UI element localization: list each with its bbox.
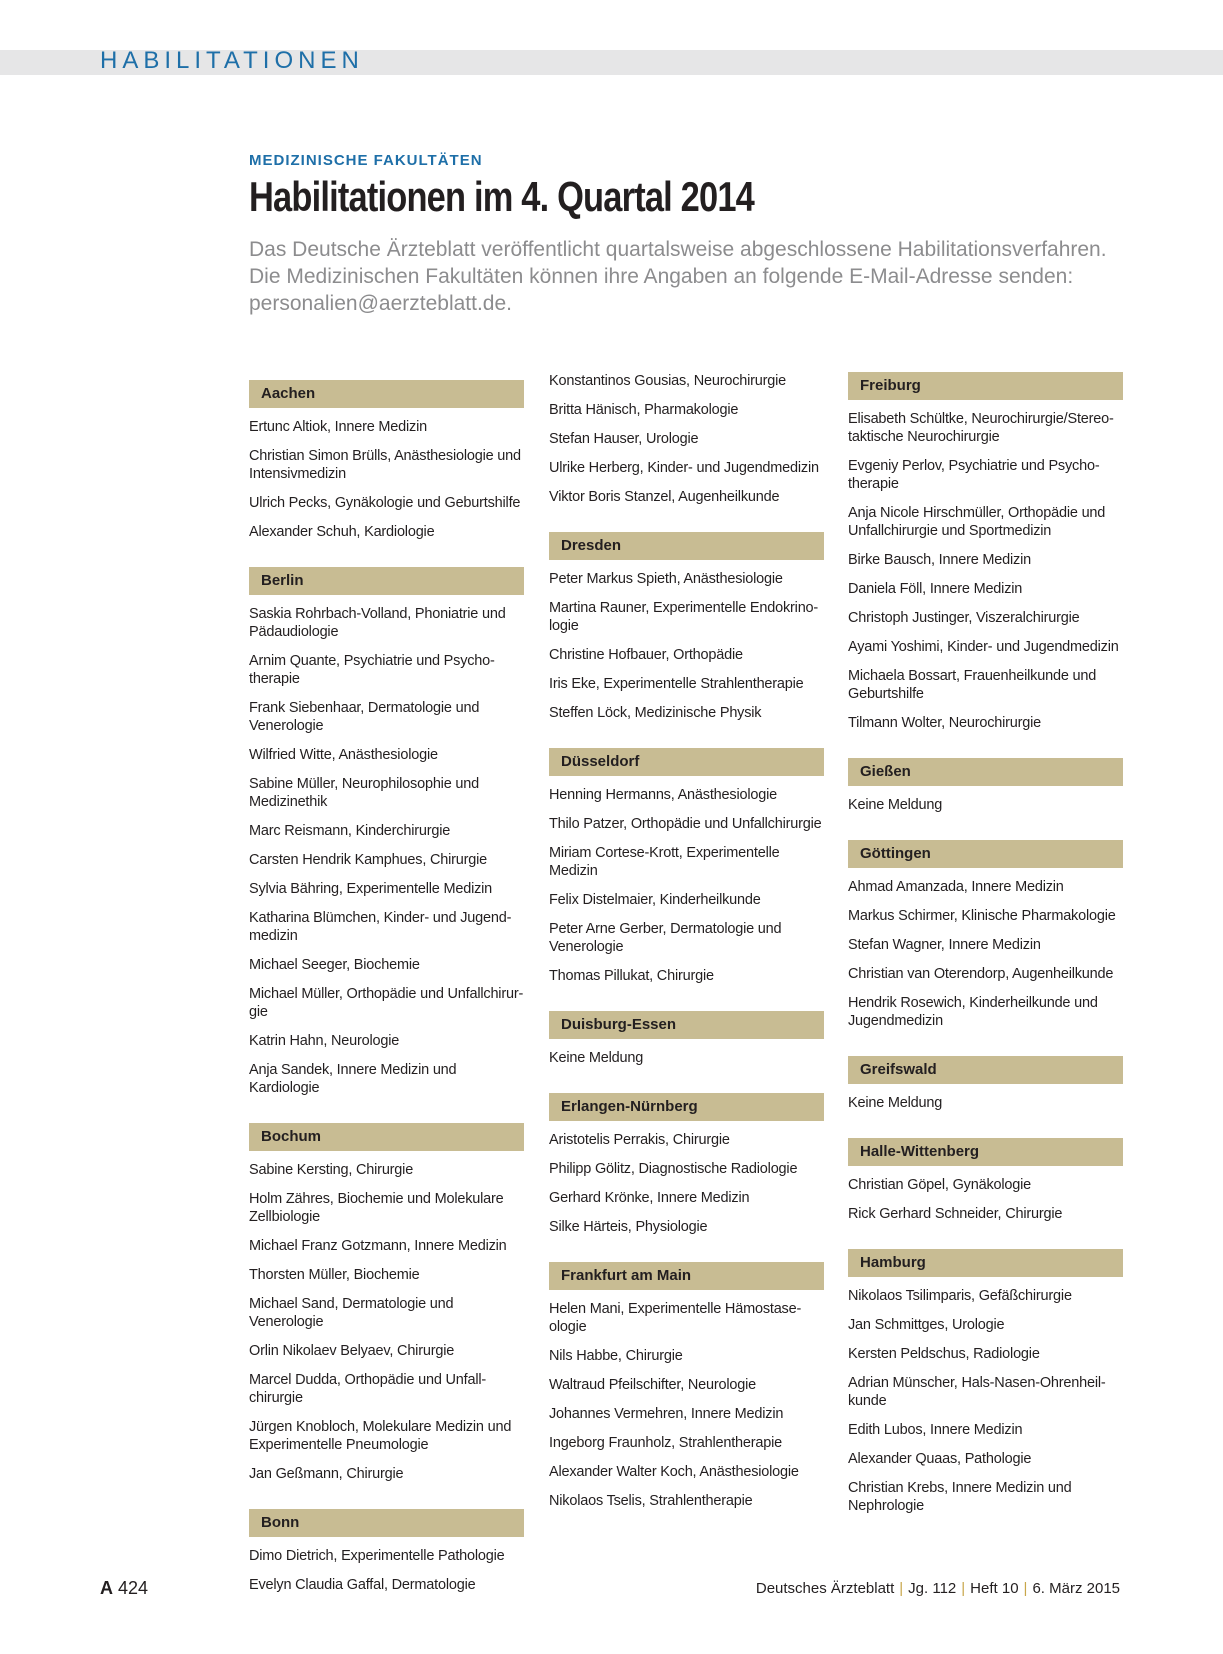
habilitation-entry: Aristotelis Perrakis, Chirurgie [549, 1132, 730, 1148]
habilitation-entry: Alexander Quaas, Pathologie [848, 1451, 1032, 1467]
habilitation-entry: Jan Geßmann, Chirurgie [249, 1466, 404, 1482]
habilitation-entry: Silke Härteis, Physiologie [549, 1219, 708, 1235]
habilitation-entry: Miriam Cortese-Krott, Experimentelle Medizin [549, 845, 780, 879]
habilitation-entry: Holm Zähres, Biochemie und Molekulare Zellbiologie [249, 1191, 504, 1225]
volume: Jg. 112 [908, 1580, 957, 1597]
habilitation-entry: Felix Distelmaier, Kinderheilkunde [549, 892, 761, 908]
habilitation-entry: Stefan Hauser, Urologie [549, 431, 699, 447]
habilitation-entry: Jan Schmittges, Urologie [848, 1317, 1005, 1333]
habilitation-entry: Michael Sand, Dermatologie und Venerologie [249, 1296, 454, 1330]
habilitation-entry: Marcel Dudda, Orthopädie und Unfallchirurgie [249, 1372, 487, 1406]
habilitation-entry: Ertunc Altiok, Innere Medizin [249, 419, 427, 435]
habilitation-entry: Michael Franz Gotzmann, Innere Medizin [249, 1238, 507, 1254]
column-2 [549, 372, 824, 1521]
faculty-header: Halle-Wittenberg [848, 1138, 1123, 1166]
faculty-block [848, 840, 1123, 1030]
habilitation-entry: Saskia Rohrbach-Volland, Phoniatrie und Pädaudiologie [249, 606, 506, 640]
section-label: HABILITATIONEN [100, 47, 364, 74]
habilitation-entry: Sylvia Bähring, Experimentelle Medizin [249, 881, 493, 897]
habilitation-entry: Helen Mani, Experimentelle Hämostaseologie [549, 1301, 802, 1335]
habilitation-entry: Anja Sandek, Innere Medizin und Kardiologie [249, 1062, 457, 1096]
faculty-block [848, 1056, 1123, 1112]
faculty-block [249, 1509, 524, 1594]
habilitation-entry: Christian van Oterendorp, Augenheilkunde [848, 966, 1114, 982]
page-number [100, 1578, 148, 1599]
faculty-block [549, 1011, 824, 1067]
habilitation-entry: Ulrich Pecks, Gynäkologie und Geburtshilfe [249, 495, 521, 511]
faculty-block [549, 532, 824, 722]
habilitation-entry: Birke Bausch, Innere Medizin [848, 552, 1031, 568]
habilitation-entry: Thilo Patzer, Orthopädie und Unfallchirurgie [549, 816, 822, 832]
habilitation-entry: Evelyn Claudia Gaffal, Dermatologie [249, 1577, 476, 1593]
habilitation-entry: Michael Müller, Orthopädie und Unfallchirurgie [249, 986, 524, 1020]
faculty-block [848, 758, 1123, 814]
page-prefix: A [100, 1578, 113, 1598]
faculty-block [549, 372, 824, 506]
habilitation-entry: Christine Hofbauer, Orthopädie [549, 647, 743, 663]
habilitation-entry: Gerhard Krönke, Innere Medizin [549, 1190, 750, 1206]
faculty-block [549, 1093, 824, 1236]
faculty-block [549, 1262, 824, 1510]
habilitation-entry: Sabine Kersting, Chirurgie [249, 1162, 414, 1178]
habilitation-entry: Peter Arne Gerber, Dermatologie und Venerologie [549, 921, 782, 955]
faculty-header: Erlangen-Nürnberg [549, 1093, 824, 1121]
faculty-header: Bonn [249, 1509, 524, 1537]
publication-name: Deutsches Ärzteblatt [755, 1580, 895, 1597]
habilitation-entry: Nikolaos Tselis, Strahlentherapie [549, 1493, 753, 1509]
habilitation-entry: Anja Nicole Hirschmüller, Orthopädie und Unfallchirurgie und Sportmedizin [848, 505, 1106, 539]
habilitation-entry: Carsten Hendrik Kamphues, Chirurgie [249, 852, 487, 868]
habilitation-entry: Markus Schirmer, Klinische Pharmakologie [848, 908, 1116, 924]
faculty-header: Berlin [249, 567, 524, 595]
habilitation-entry: Wilfried Witte, Anästhesiologie [249, 747, 438, 763]
faculty-header: Göttingen [848, 840, 1123, 868]
habilitation-entry: Alexander Walter Koch, Anästhesiologie [549, 1464, 799, 1480]
faculty-block [549, 748, 824, 985]
faculty-header: Düsseldorf [549, 748, 824, 776]
habilitation-entry: Martina Rauner, Experimentelle Endokrinologie [549, 600, 819, 634]
habilitation-entry: Nils Habbe, Chirurgie [549, 1348, 683, 1364]
faculty-header: Aachen [249, 380, 524, 408]
habilitation-entry: Hendrik Rosewich, Kinderheilkunde und Jugendmedizin [848, 995, 1098, 1029]
faculty-header: Bochum [249, 1123, 524, 1151]
habilitation-entry: Katharina Blümchen, Kinder- und Jugendmedizin [249, 910, 512, 944]
habilitation-entry: Katrin Hahn, Neurologie [249, 1033, 400, 1049]
faculty-block [848, 372, 1123, 732]
habilitation-entry: Rick Gerhard Schneider, Chirurgie [848, 1206, 1063, 1222]
divider: | [1023, 1580, 1028, 1597]
kicker: MEDIZINISCHE FAKULTÄTEN [249, 152, 483, 169]
habilitation-entry: Orlin Nikolaev Belyaev, Chirurgie [249, 1343, 455, 1359]
habilitation-entry: Ahmad Amanzada, Innere Medizin [848, 879, 1064, 895]
habilitation-entry: Thomas Pillukat, Chirurgie [549, 968, 714, 984]
habilitation-entry: Evgeniy Perlov, Psychiatrie und Psychotherapie [848, 458, 1100, 492]
habilitation-entry: Viktor Boris Stanzel, Augenheilkunde [549, 489, 780, 505]
faculty-block [848, 1138, 1123, 1223]
habilitation-entry: Ingeborg Fraunholz, Strahlentherapie [549, 1435, 783, 1451]
habilitation-entry: Michael Seeger, Biochemie [249, 957, 420, 973]
publication-info [756, 1580, 1120, 1597]
habilitation-entry: Stefan Wagner, Innere Medizin [848, 937, 1041, 953]
column-3 [848, 372, 1123, 1526]
habilitation-entry: Nikolaos Tsilimparis, Gefäßchirurgie [848, 1288, 1072, 1304]
habilitation-entry: Peter Markus Spieth, Anästhesiologie [549, 571, 783, 587]
page-title: Habilitationen im 4. Quartal 2014 [249, 173, 755, 220]
habilitation-entry: Philipp Gölitz, Diagnostische Radiologie [549, 1161, 798, 1177]
habilitation-entry: Jürgen Knobloch, Molekulare Medizin und Experimentelle Pneumologie [249, 1419, 512, 1453]
habilitation-entry: Michaela Bossart, Frauenheilkunde und Geburtshilfe [848, 668, 1097, 702]
divider: | [961, 1580, 966, 1597]
habilitation-entry: Daniela Föll, Innere Medizin [848, 581, 1023, 597]
habilitation-entry: Christoph Justinger, Viszeralchirurgie [848, 610, 1080, 626]
column-1 [249, 380, 524, 1605]
habilitation-entry: Alexander Schuh, Kardiologie [249, 524, 435, 540]
faculty-block [249, 567, 524, 1097]
habilitation-entry: Marc Reismann, Kinderchirurgie [249, 823, 451, 839]
faculty-header: Duisburg-Essen [549, 1011, 824, 1039]
faculty-header: Hamburg [848, 1249, 1123, 1277]
faculty-block [848, 1249, 1123, 1515]
faculty-header: Gießen [848, 758, 1123, 786]
habilitation-entry: Henning Hermanns, Anästhesiologie [549, 787, 777, 803]
habilitation-entry: Tilmann Wolter, Neurochirurgie [848, 715, 1042, 731]
habilitation-entry: Dimo Dietrich, Experimentelle Pathologie [249, 1548, 505, 1564]
habilitation-entry: Edith Lubos, Innere Medizin [848, 1422, 1023, 1438]
faculty-header: Greifswald [848, 1056, 1123, 1084]
habilitation-entry: Iris Eke, Experimentelle Strahlentherapie [549, 676, 804, 692]
habilitation-entry: Britta Hänisch, Pharmakologie [549, 402, 739, 418]
divider: | [899, 1580, 904, 1597]
habilitation-entry: Ayami Yoshimi, Kinder- und Jugendmedizin [848, 639, 1119, 655]
faculty-header: Dresden [549, 532, 824, 560]
habilitation-entry: Christian Krebs, Innere Medizin und Nephrologie [848, 1480, 1072, 1514]
faculty-header: Freiburg [848, 372, 1123, 400]
habilitation-entry: Elisabeth Schültke, Neurochirurgie/Stereotaktische Neurochirurgie [848, 411, 1114, 445]
habilitation-entry: Sabine Müller, Neurophilosophie und Medizinethik [249, 776, 479, 810]
intro-text: Das Deutsche Ärzteblatt veröffentlicht quartalsweise abgeschlossene Habilitationsverfahren. Die Medizinischen Fakultäten können ihre Angaben an folgende E-Mail-Adresse senden: personalien@aerzteblatt.de. [249, 238, 1107, 315]
habilitation-entry: Kersten Peldschus, Radiologie [848, 1346, 1040, 1362]
issue-date: 6. März 2015 [1032, 1580, 1120, 1597]
issue: Heft 10 [970, 1580, 1019, 1597]
page-number-value: 424 [118, 1578, 149, 1598]
habilitation-entry: Ulrike Herberg, Kinder- und Jugendmedizin [549, 460, 819, 476]
habilitation-entry: Keine Meldung [549, 1050, 644, 1066]
habilitation-entry: Frank Siebenhaar, Dermatologie und Venerologie [249, 700, 480, 734]
habilitation-entry: Arnim Quante, Psychiatrie und Psychotherapie [249, 653, 495, 687]
faculty-block [249, 380, 524, 541]
habilitation-entry: Christian Göpel, Gynäkologie [848, 1177, 1031, 1193]
faculty-block [249, 1123, 524, 1483]
habilitation-entry: Steffen Löck, Medizinische Physik [549, 705, 762, 721]
habilitation-entry: Konstantinos Gousias, Neurochirurgie [549, 373, 787, 389]
habilitation-entry: Adrian Münscher, Hals-Nasen-Ohrenheilkunde [848, 1375, 1106, 1409]
habilitation-entry: Christian Simon Brülls, Anästhesiologie und Intensivmedizin [249, 448, 521, 482]
habilitation-entry: Waltraud Pfeilschifter, Neurologie [549, 1377, 757, 1393]
habilitation-entry: Thorsten Müller, Biochemie [249, 1267, 420, 1283]
habilitation-entry: Keine Meldung [848, 1095, 943, 1111]
habilitation-entry: Keine Meldung [848, 797, 943, 813]
faculty-header: Frankfurt am Main [549, 1262, 824, 1290]
habilitation-entry: Johannes Vermehren, Innere Medizin [549, 1406, 784, 1422]
